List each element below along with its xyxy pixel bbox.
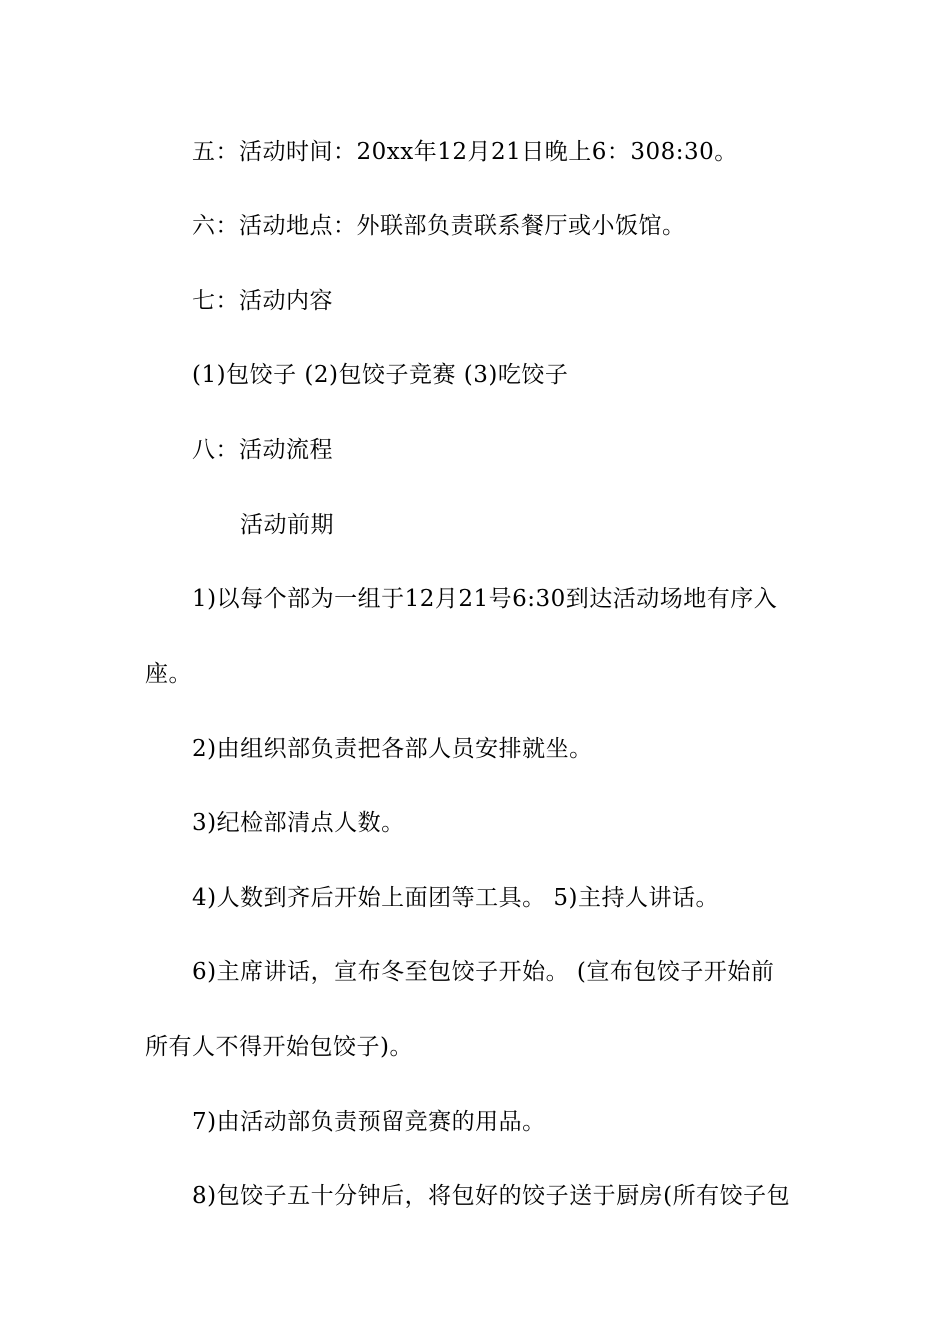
activity-content-list: (1)包饺子 (2)包饺子竞赛 (3)吃饺子 [192,362,569,388]
step-2: 2)由组织部负责把各部人员安排就坐。 [192,736,593,762]
step-8-line-1: 8)包饺子五十分钟后，将包好的饺子送于厨房(所有饺子包 [192,1183,791,1209]
section-five-time: 五：活动时间：20xx年12月21日晚上6：308:30。 [192,139,738,165]
section-eight-heading: 八：活动流程 [192,437,333,463]
step-3: 3)纪检部清点人数。 [192,810,405,836]
step-1-line-2: 座。 [145,661,192,687]
step-4-5: 4)人数到齐后开始上面团等工具。 5)主持人讲话。 [192,885,720,911]
step-6-line-2: 所有人不得开始包饺子)。 [145,1034,413,1060]
step-1-line-1: 1)以每个部为一组于12月21号6:30到达活动场地有序入 [192,586,778,612]
step-6-line-1: 6)主席讲话，宣布冬至包饺子开始。 (宣布包饺子开始前 [192,959,775,985]
step-7: 7)由活动部负责预留竞赛的用品。 [192,1109,546,1135]
section-six-location: 六：活动地点：外联部负责联系餐厅或小饭馆。 [192,213,686,239]
pre-activity-subheading: 活动前期 [240,512,334,538]
section-seven-heading: 七：活动内容 [192,288,333,314]
